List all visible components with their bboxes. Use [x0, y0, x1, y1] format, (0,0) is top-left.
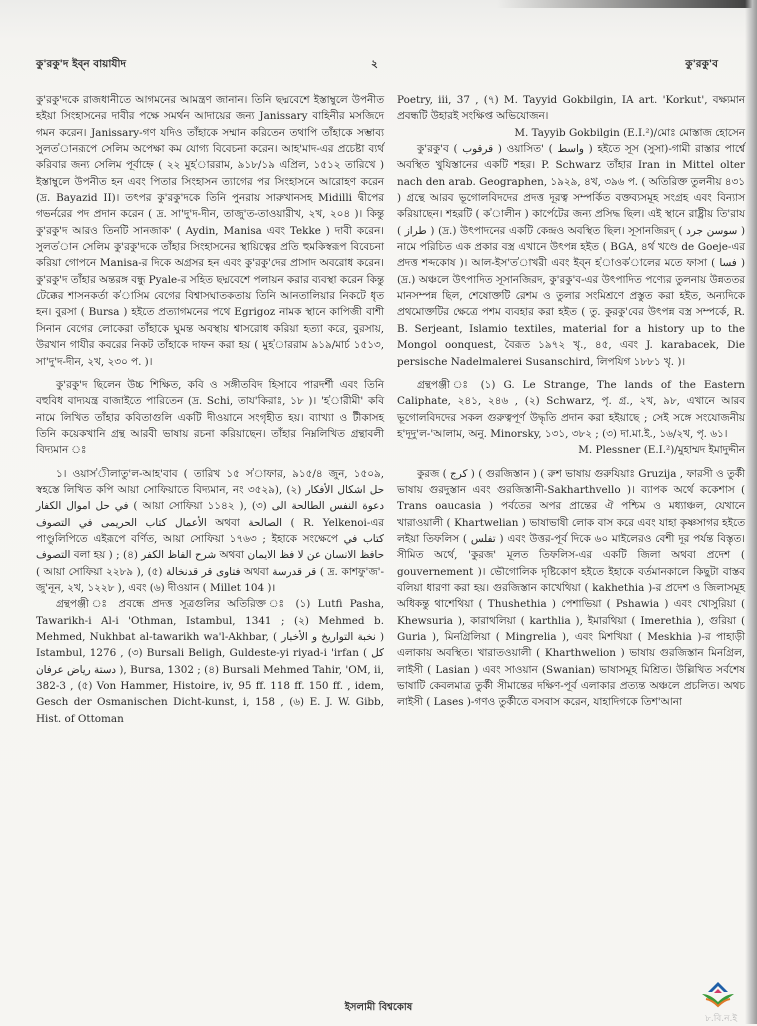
scan-shadow-top: [497, 0, 757, 8]
header-right-title: কু'রকু'ব: [685, 58, 718, 70]
author-signature: M. Plessner (E.I.²)/মুহাম্মদ ইমাদুদ্দীন: [578, 444, 745, 457]
left-column: [36, 92, 384, 727]
paragraph: কু'রকু'দকে রাজধানীতে আগমনের আমন্ত্রণ জানান। তিনি ছদ্মবেশে ইস্তাম্বুলে উপনীত হইয়া সিংহাসনের দাবীর পক্ষে সমর্থন আদায়ের জন্য Janissary বাহিনীর মসজিদে গমন করেন। Janissary-গণ যদিও তাঁহাকে সম্মান করিতেন তথাপি তাঁহাকে সম্ভাব্য সুলত'ানরূপে সেলিম অপেক্ষা কম যোগ্য বিবেচনা করেন। আহ'মাদ-এর প্রচেষ্টা ব্যর্থ করিবার জন্য সেলিম পূর্বাহ্নে ( ২২ মুহ'াররাম, ৯১৮/১৯ এপ্রিল, ১৫১২ তারিখে ) ইস্তাম্বুলে উপনীত হন এবং পিতার সিংহাসন ত্যাগের পর সিংহাসনে আরোহণ করেন (দ্র. Bayazid II)। তৎপর কু'রকু'দকে তিনি পুনরায় সারুখানসহ Midilli দ্বীপের গভর্নরের পদ প্রদান করেন ( দ্র. সা'দু'দ-দীন, তাজু'ত-তাওয়ারীখ, ২খ, ২০৪ )। কিন্তু কু'রকু'দ আরও তিনটি সানজাক' ( Aydin, Manisa এবং Tekke ) দাবী করেন। সুলত'ান সেলিম কু'রকু'দকে তাঁহার সিংহাসনের স্থায়িত্বের প্রতি হুমকিস্বরূপ বিবেচনা করিয়া গোপনে Manisa-র দিকে অগ্রসর হন এবং কু'রকু'দের প্রাসাদ অবরোধ করেন। কু'রকু'দ তাঁহার অন্তরঙ্গ বন্ধু Pyale-র সহিত ছদ্মবেশে পলায়ন করার ব্যবস্থা করেন কিন্তু টেক্কের শাসনকর্তা ক'াসিম বেগের বিশ্বাসঘাতকতায় তিনি আনতালিয়ার নিকটে ধৃত হন। বুরসা ( Bursa ) হইতে প্রত্যাগমনের পথে Egrigoz নামক স্থানে কাপিজী বাশী সিনান বেগের লোকেরা তাঁহাকে ঘুমন্ত অবস্থায় শ্বাসরোধ করিয়া হত্যা করে, বুরসায়, উরখান গাযীর কবরের নিকট তাঁহাকে দাফন করা হয় ( মুহ'াররাম ৯১৯/মার্চ ১৫১৩, সা'দু'দ-দীন, ২খ, ২৩০ প. )।: [36, 94, 384, 368]
paragraph: কু'রকু'দ ছিলেন উচ্চ শিক্ষিত, কবি ও সঙ্গীতবিদ হিসাবে পারদর্শী এবং তিনি বহুবিধ বাদ্যযন্ত্র বাজাইতে পারিতেন (দ্র. Schi, তায'কিরাঃ, ১৮ )। 'হ'ারীমী' কবি নামে লিখিত তাঁহার কবিতাগুলি একটি দীওয়ানে সংগৃহীত হয়। ব্যাখ্যা ও টীকাসহ তিনি কয়েকখানি গ্রন্থ আরবী ভাষায় রচনা করিয়াছেন। তাঁহার নিম্নলিখিত গ্রন্থাবলী বিদ্যমান ঃ: [36, 378, 384, 457]
bibliography: গ্রন্থপঞ্জী ঃ প্রবন্ধে প্রদত্ত সূত্রগুলির অতিরিক্ত ঃ (১) Lutfi Pasha, Tawarikh-i Al-i 'Othman, Istambul, 1341 ; (২) Mehmed b. Mehmed, Nukhbat al-tawarikh wa'l-Akhbar, ( نخبة التواريخ و الأخبار ) Istambul, 1276 , (৩) Bursali Beligh, Guldeste-yi riyad-i 'irfan ( كل دستة رياض عرفان ), Bursa, 1302 ; (৪) Bursali Mehmed Tahir, 'OM, ii, 382-3 , (৫) Von Hammer, Histoire, iv, 95 ff. 118 ff. 150 ff. , idem, Gesch der Osmanischen Dicht-kunst, i, 158 , (৬) E. J. W. Gibb, Hist. of Ottoman: [36, 598, 385, 725]
running-header: [36, 57, 718, 73]
page-number: ২: [371, 58, 378, 70]
paragraph: Poetry, iii, 37 , (৭) M. Tayyid Gokbilgin, IA art. 'Korkut', বক্ষ্যমান প্রবন্ধটি উহারই সংক্ষিপ্ত অভিযোজন।: [397, 94, 745, 123]
header-left-title: কু'রকু'দ ইব্‌ন বায়াযীদ: [36, 58, 126, 70]
pencil-note: ৮.বি.ন.ই: [705, 1014, 738, 1024]
scan-shadow-right: [745, 0, 757, 1024]
author-signature: M. Tayyib Gokbilgin (E.I.²)/মোঃ মোস্তাজ হোসেন: [514, 126, 745, 139]
works-list: ১। ওয়াস'ীলাতু'ল-আহ'বাব ( তারিখ ১৫ স'াফার, ৯১৫/৪ জুন, ১৫০৯, স্বহস্তে লিখিত কপি আয়া সোফিয়াতে বিদ্যমান, নং ৩৫২৯), (২) حل اشكال الأفكار في حل اموال الكفار ( আয়া সোফিয়া ১১৪২ ), (৩) دعوة النفس الطالحة الى الأعمال كتاب الحريمى في التصوف অথবা الصالحة ( R. Yelkenoi-এর পাণ্ডুলিপিতে এইরূপে বর্ণিত, আয়া সোফিয়া ১৭৬৩ ; ইহাকে সংক্ষেপে كتاب في التصوف বলা হয় ) ; (৪) شرح الفاظ الكفر অথবা حافظ الانسان عن لا فظ الايمان ( আয়া সোফিয়া ২২৮৯ ), (৫) فتاوى قر قدنخالة অথবা قر قدرسة ( দ্র. কাশফু'জ'-জু'নূন, ২খ, ১২২৮ ), এবং (৬) দীওয়ান ( Millet 104 )।: [36, 467, 385, 594]
entry-qurqub: কু'রকু'ব ( قرقوب ) ওয়াসিত' ( واسط ) হইতে সূস (সুসা)-গামী রাস্তার পার্শ্বে অবস্থিত খুযিস্তানের একটি শহর। P. Schwarz তাঁহার Iran in Mittel olter nach den arab. Geographen, ১৯২৯, ৪খ, ৩৯৬ প. ( অতিরিক্ত তুলনীয় ৪৩১ ) গ্রন্থে আরব ভূগোলবিদদের প্রদত্ত দূরত্ব সম্পর্কিত বক্তব্যসমূহ সংগ্রহ এবং বিন্যাস করিয়াছেন। শহরটি ( ক'ালীন ) কার্পেটের জন্য প্রসিদ্ধ ছিল। এই স্থানে রাষ্ট্রীয় তি'রায ( طراز ) (দ্র.) উৎপাদনের একটি কেন্দ্রও অবস্থিত ছিল। সূসানজিরদ্‌ ( سوسن جرد ) নামে পরিচিত এক প্রকার বস্ত্র এখানে উৎপন্ন হইত ( BGA, ৪র্থ খণ্ডে de Goeje-এর প্রদত্ত শব্দকোষ )। আল-ইস'ত'াখরী এবং ইব্‌ন হ'াওক'ালের মতে ফাসা ( فسا ) (দ্র.) অঞ্চলে উৎপাদিত সূসানজিরদ, কু'রকু'ব-এর উৎপাদিত পণ্যের তুলনায় উন্নততর মানসম্পন্ন ছিল, শেষোক্তটি রেশম ও তুলার সংমিশ্রণে প্রস্তুত করা হইত, অন্যদিকে প্রথমোক্তটির ক্ষেত্রে পশম ব্যবহার করা হইত ( তু. কুরকু'বের উৎপন্ন বস্ত্র সম্পর্কে, R. B. Serjeant, Islamio textiles, material for a history up to the Mongol oonquest, বৈরূত ১৯৭২ খৃ., ৪৫, এবং J. karabacek, Die persische Nadelmalerei Susanschird, লিপযিগ ১৮৮১ খৃ. )।: [397, 143, 746, 368]
right-column: [397, 92, 745, 711]
footer-publication: ইসলামী বিশ্বকোষ: [344, 1002, 413, 1013]
bibliography: গ্রন্থপঞ্জী ঃ (১) G. Le Strange, The lands of the Eastern Caliphate, ২৪১, ২৪৬ , (২) Schwarz, পৃ. গ্র., ২খ, ৯৮, এখানে আরব ভূগোলবিদদের সকল গুরুত্বপূর্ণ উদ্ধৃতি প্রদান করা হইয়াছে ; সেই সঙ্গে সংযোজনীয় হ'দূদু'ল-'আলাম, অনু. Minorsky, ১৩১, ৩৮২ ; (৩) দা.মা.ই., ১৬/২খ, পৃ. ৬১।: [397, 378, 745, 440]
book-logo-icon: [700, 980, 736, 1008]
entry-kurj: কুরজ ( كرج ) ( গুরজিস্তান ) ( রুশ ভাষায় গুরুযিয়াঃ Gruzija , ফারসী ও তুর্কী ভাষায় গুরদুস্তান এবং গুরজিস্তানী-Sakharthvello )। ব্যাপক অর্থে ককেশাস ( Trans oaucasia ) পর্বতের অপর প্রান্তের ঐ পশ্চিম ও মধ্যাঞ্চল, যেখানে খারাওয়ালী ( Khartwelian ) ভাষাভাষী লোক বাস করে এবং যাহা কৃষ্ণসাগর হইতে লইয়া তিফলিস ( تفلس ) এবং উত্তর-পূর্ব দিকে ৬০ মাইলেরও বেশী দূর পর্যন্ত বিস্তৃত। সীমিত অর্থে, 'কুরজ' মূলত তিফলিস-এর একটি জিলা অথবা প্রদেশ ( gouvernement )। ভৌগোলিক দৃষ্টিকোণ হইতে ইহাকে বর্তমানকালে কিছুটা বাস্তব বলিয়া ধারণা করা হয়। গুরজিস্তান কাখেথিয়া ( kakhethia )-র প্রদেশ ও জিলাসমূহ অধিকন্তু থাশেথিয়া ( Thushethia ) পেশাভিয়া ( Pshawia ) এবং খোসুরিয়া ( Khewsuria ), কারাথলিয়া ( karthlia ), ইমারথিয়া ( Imerethia ), গুরিয়া ( Guria ), মিনগ্রিলিয়া ( Mingrelia ), এবং মিশখিয়া ( Meskhia )-র পাহাড়ী এলাকায় অবস্থিত। খারাতওয়ালী ( Kharthwelion ) ভাষায় গুরজিস্তান মিনগ্রিল, লাইসী ( Lasian ) এবং সাওয়ান (Swanian) ভাষাসমূহ মিশ্রিত। উল্লিখিত সর্বশেষ ভাষাটি কেবলমাত্র তুর্কী সীমান্তের দক্ষিণ-পূর্ব এলাকার প্রত্যন্ত অঞ্চলে প্রচলিত। অথচ লাইসী ( Lases )-গণও তুর্কীতে বসবাস করেন, যাহাদিগকে তিশ'আনা: [397, 467, 745, 709]
